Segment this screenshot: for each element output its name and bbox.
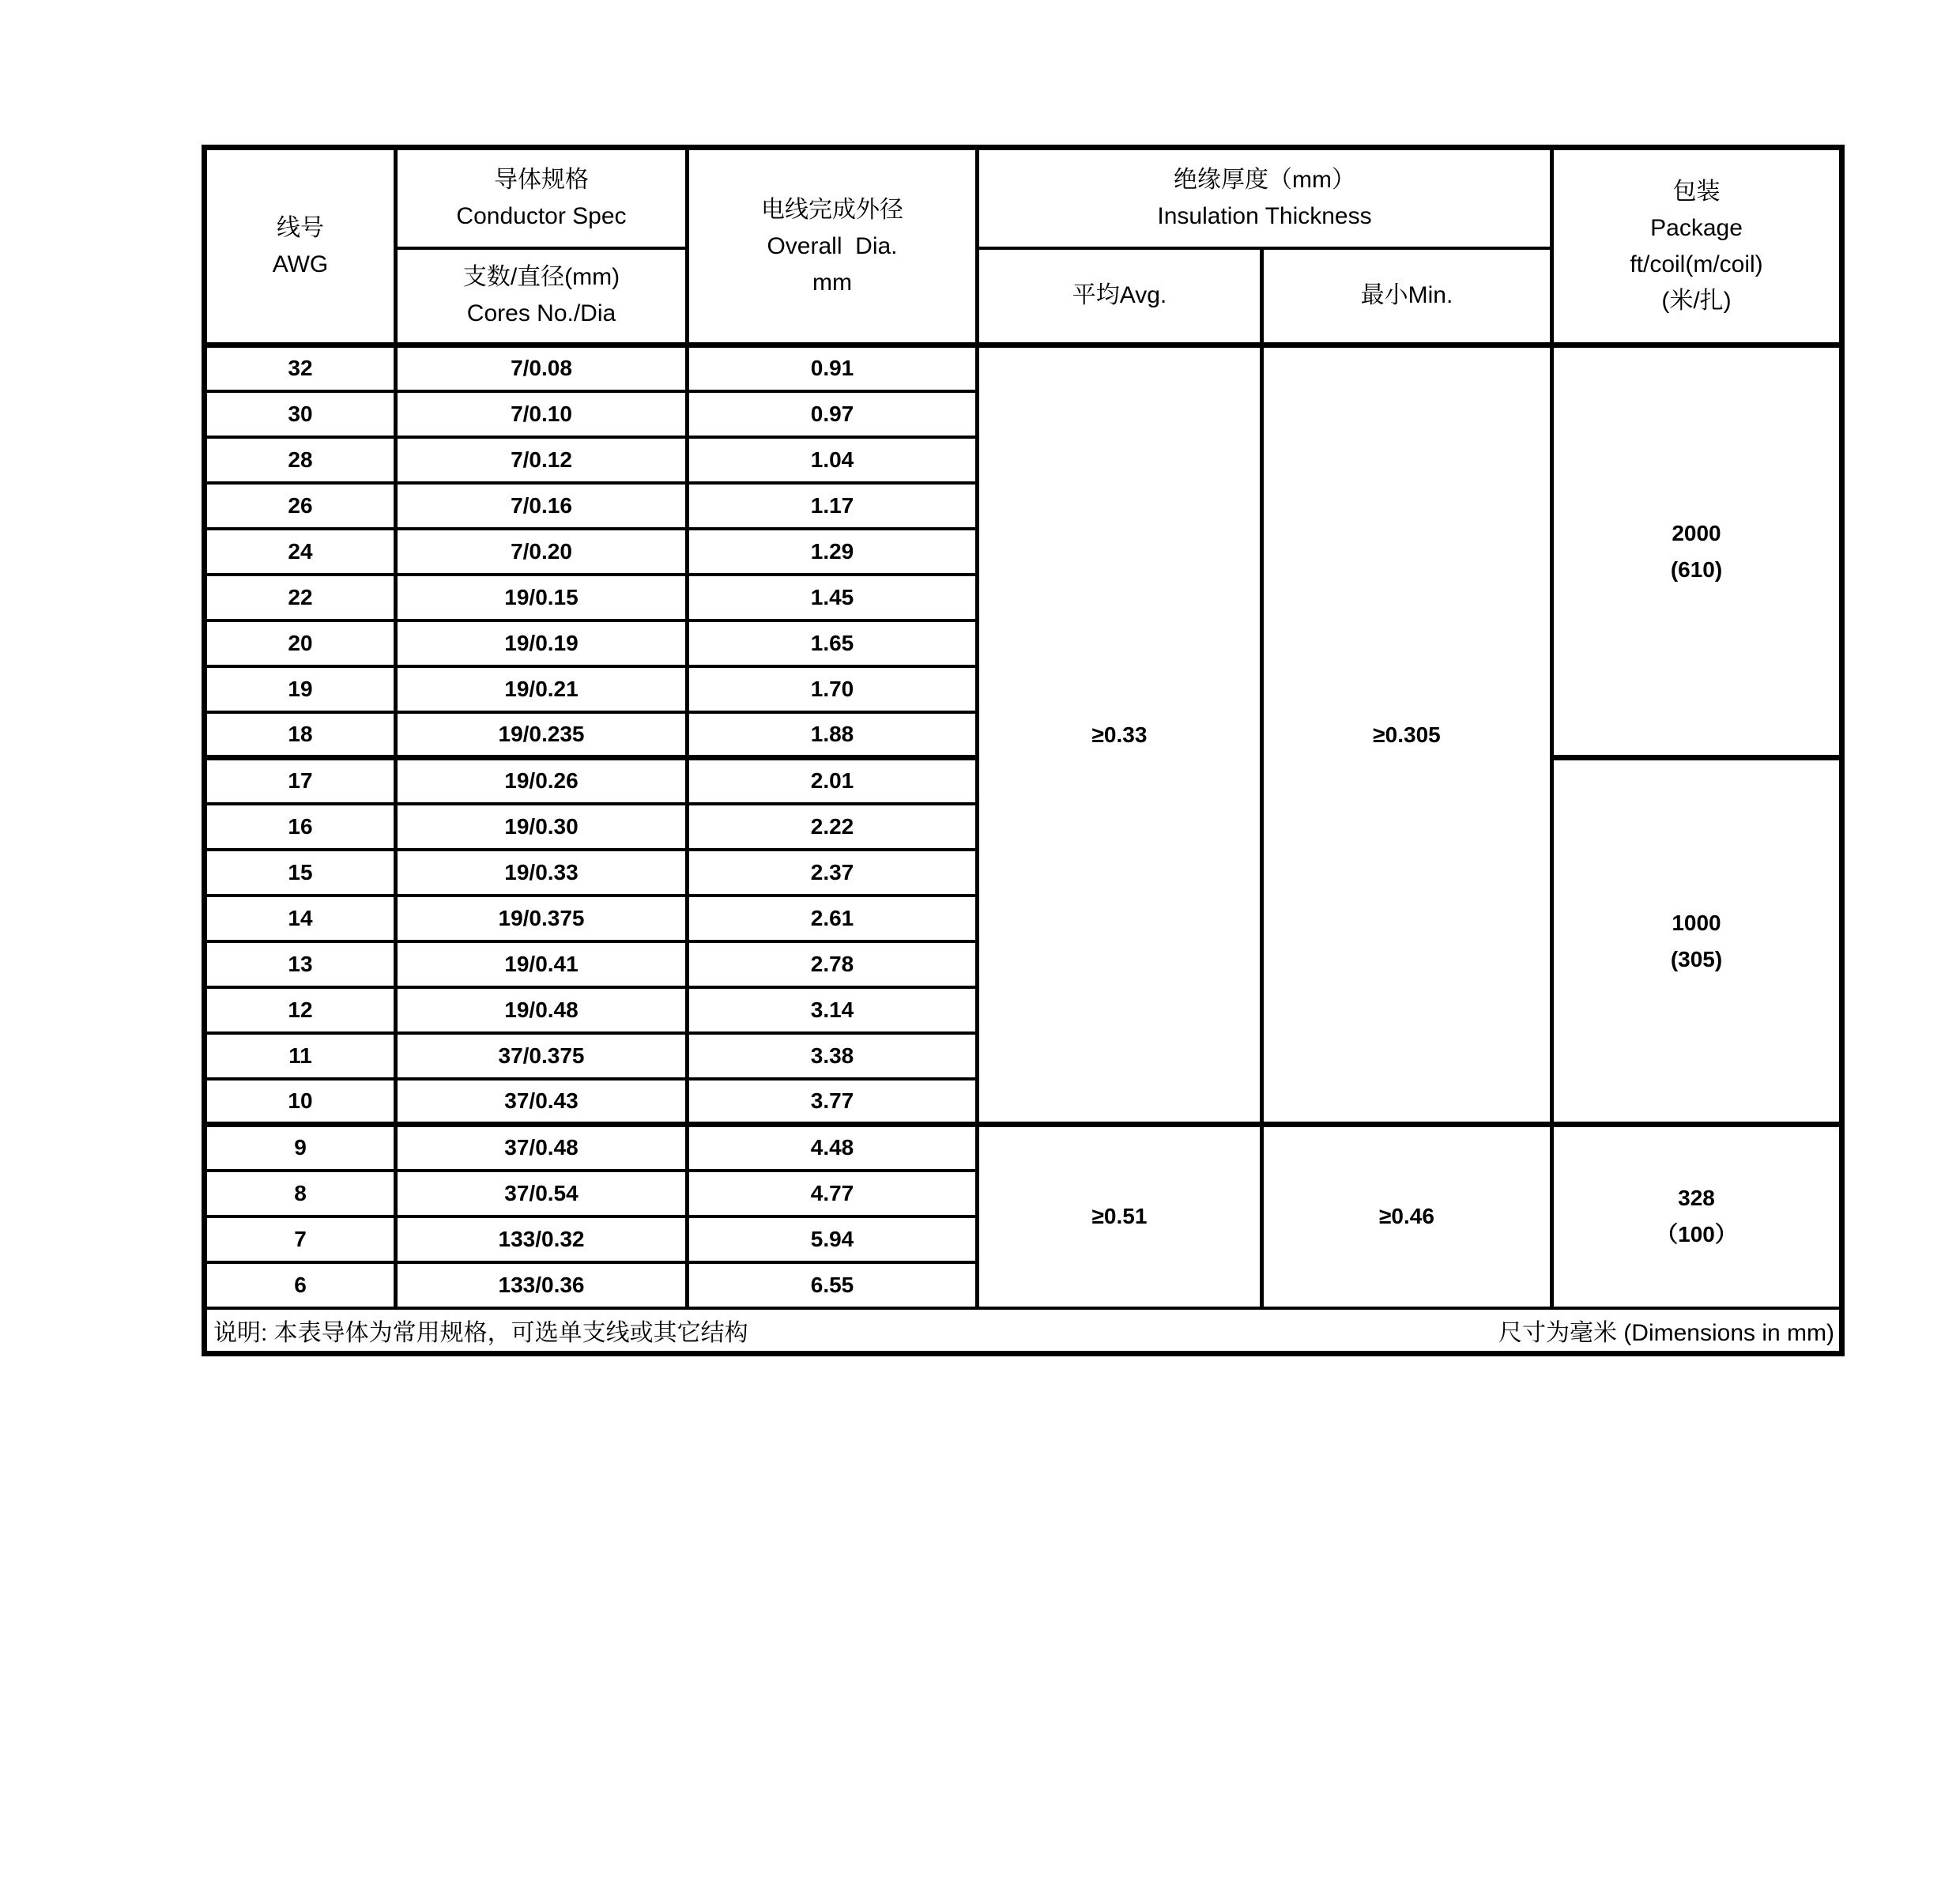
cores-cell: 19/0.15 <box>396 575 688 620</box>
awg-cell: 32 <box>205 345 396 391</box>
dia-cell: 1.04 <box>688 437 978 483</box>
table-row <box>205 1125 1842 1171</box>
cores-cell: 19/0.26 <box>396 758 688 804</box>
footer-note-left: 说明: 本表导体为常用规格，可选单支线或其它结构 <box>213 1319 748 1346</box>
awg-cell: 22 <box>205 575 396 620</box>
dia-cell: 2.61 <box>688 896 978 941</box>
package-qty-alt: （100） <box>1656 1222 1737 1247</box>
cores-cell: 19/0.21 <box>396 666 688 712</box>
dia-cell: 5.94 <box>688 1216 978 1262</box>
dia-cell: 1.88 <box>688 712 978 758</box>
cores-cell: 19/0.235 <box>396 712 688 758</box>
awg-cell: 7 <box>205 1216 396 1262</box>
awg-cell: 19 <box>205 666 396 712</box>
package-qty: 328 <box>1678 1186 1715 1211</box>
footer-cell <box>205 1308 1842 1354</box>
package-cell <box>1552 1125 1842 1308</box>
awg-cell: 18 <box>205 712 396 758</box>
cores-header-cell <box>396 248 688 345</box>
dia-cell: 3.14 <box>688 987 978 1033</box>
insulation-avg-cell: ≥0.51 <box>978 1125 1262 1308</box>
awg-cell: 16 <box>205 804 396 850</box>
dia-cell: 1.45 <box>688 575 978 620</box>
cores-cell: 19/0.48 <box>396 987 688 1033</box>
package-en: Package <box>1650 214 1743 241</box>
awg-header-cn: 线号 <box>277 214 324 241</box>
awg-cell: 30 <box>205 391 396 437</box>
awg-cell: 11 <box>205 1033 396 1079</box>
package-cell <box>1552 758 1842 1125</box>
awg-header-cell <box>205 148 396 345</box>
cores-cell: 37/0.43 <box>396 1079 688 1125</box>
cores-cell: 37/0.54 <box>396 1171 688 1216</box>
cores-cell: 7/0.10 <box>396 391 688 437</box>
package-qty-alt: (610) <box>1670 556 1723 582</box>
dia-cell: 1.17 <box>688 483 978 529</box>
dia-cell: 2.37 <box>688 850 978 896</box>
cores-cell: 19/0.19 <box>396 620 688 666</box>
package-unit: ft/coil(m/coil) <box>1630 251 1763 277</box>
awg-cell: 26 <box>205 483 396 529</box>
insulation-min-cell: ≥0.305 <box>1262 345 1552 1125</box>
awg-cell: 20 <box>205 620 396 666</box>
cores-cell: 37/0.48 <box>396 1125 688 1171</box>
cores-cell: 7/0.08 <box>396 345 688 391</box>
awg-cell: 14 <box>205 896 396 941</box>
dia-cell: 0.97 <box>688 391 978 437</box>
dia-cell: 2.01 <box>688 758 978 804</box>
package-qty: 2000 <box>1672 520 1721 545</box>
cores-cell: 19/0.375 <box>396 896 688 941</box>
overall-dia-en: Overall Dia. <box>767 232 898 259</box>
awg-cell: 28 <box>205 437 396 483</box>
dia-cell: 3.77 <box>688 1079 978 1125</box>
cores-header-en: Cores No./Dia <box>466 300 616 327</box>
cores-cell: 7/0.12 <box>396 437 688 483</box>
awg-cell: 6 <box>205 1262 396 1308</box>
cores-cell: 133/0.32 <box>396 1216 688 1262</box>
dia-cell: 1.70 <box>688 666 978 712</box>
package-header-cell <box>1552 148 1842 345</box>
footer-row <box>205 1308 1842 1354</box>
dia-cell: 2.78 <box>688 941 978 987</box>
awg-cell: 9 <box>205 1125 396 1171</box>
awg-header-en: AWG <box>272 251 329 277</box>
awg-cell: 10 <box>205 1079 396 1125</box>
dia-cell: 6.55 <box>688 1262 978 1308</box>
cores-cell: 19/0.41 <box>396 941 688 987</box>
insulation-cn: 绝缘厚度（mm） <box>1174 166 1355 193</box>
awg-cell: 12 <box>205 987 396 1033</box>
package-qty-alt: (305) <box>1670 946 1723 971</box>
overall-dia-cn: 电线完成外径 <box>761 196 903 223</box>
dia-cell: 2.22 <box>688 804 978 850</box>
avg-header-cell: 平均Avg. <box>978 248 1262 345</box>
cores-cell: 37/0.375 <box>396 1033 688 1079</box>
awg-cell: 17 <box>205 758 396 804</box>
cores-cell: 7/0.20 <box>396 529 688 575</box>
table-body <box>205 345 1842 1308</box>
min-header-cell: 最小Min. <box>1262 248 1552 345</box>
package-cell <box>1552 345 1842 758</box>
dia-cell: 1.65 <box>688 620 978 666</box>
cores-cell: 133/0.36 <box>396 1262 688 1308</box>
cores-cell: 19/0.33 <box>396 850 688 896</box>
conductor-spec-cn: 导体规格 <box>494 166 589 193</box>
package-cn: 包装 <box>1672 178 1721 205</box>
insulation-en: Insulation Thickness <box>1157 202 1372 229</box>
table-footer <box>205 1308 1842 1354</box>
wire-spec-table <box>202 145 1845 1356</box>
table-header <box>205 148 1842 345</box>
cores-header-cn: 支数/直径(mm) <box>462 264 620 291</box>
awg-cell: 15 <box>205 850 396 896</box>
cores-cell: 7/0.16 <box>396 483 688 529</box>
header-row-1 <box>205 148 1842 248</box>
package-unit-cn: (米/扎) <box>1661 287 1732 314</box>
conductor-spec-header-cell <box>396 148 688 248</box>
dia-cell: 4.48 <box>688 1125 978 1171</box>
dia-cell: 3.38 <box>688 1033 978 1079</box>
awg-cell: 24 <box>205 529 396 575</box>
awg-cell: 8 <box>205 1171 396 1216</box>
insulation-header-cell <box>978 148 1552 248</box>
dia-cell: 0.91 <box>688 345 978 391</box>
footer-note-right: 尺寸为毫米 (Dimensions in mm) <box>1498 1319 1834 1346</box>
insulation-min-cell: ≥0.46 <box>1262 1125 1552 1308</box>
overall-dia-unit: mm <box>812 269 852 296</box>
package-qty: 1000 <box>1672 910 1721 935</box>
insulation-avg-cell: ≥0.33 <box>978 345 1262 1125</box>
overall-dia-header-cell <box>688 148 978 345</box>
cores-cell: 19/0.30 <box>396 804 688 850</box>
dia-cell: 4.77 <box>688 1171 978 1216</box>
dia-cell: 1.29 <box>688 529 978 575</box>
conductor-spec-en: Conductor Spec <box>456 202 627 229</box>
table-row <box>205 345 1842 391</box>
awg-cell: 13 <box>205 941 396 987</box>
